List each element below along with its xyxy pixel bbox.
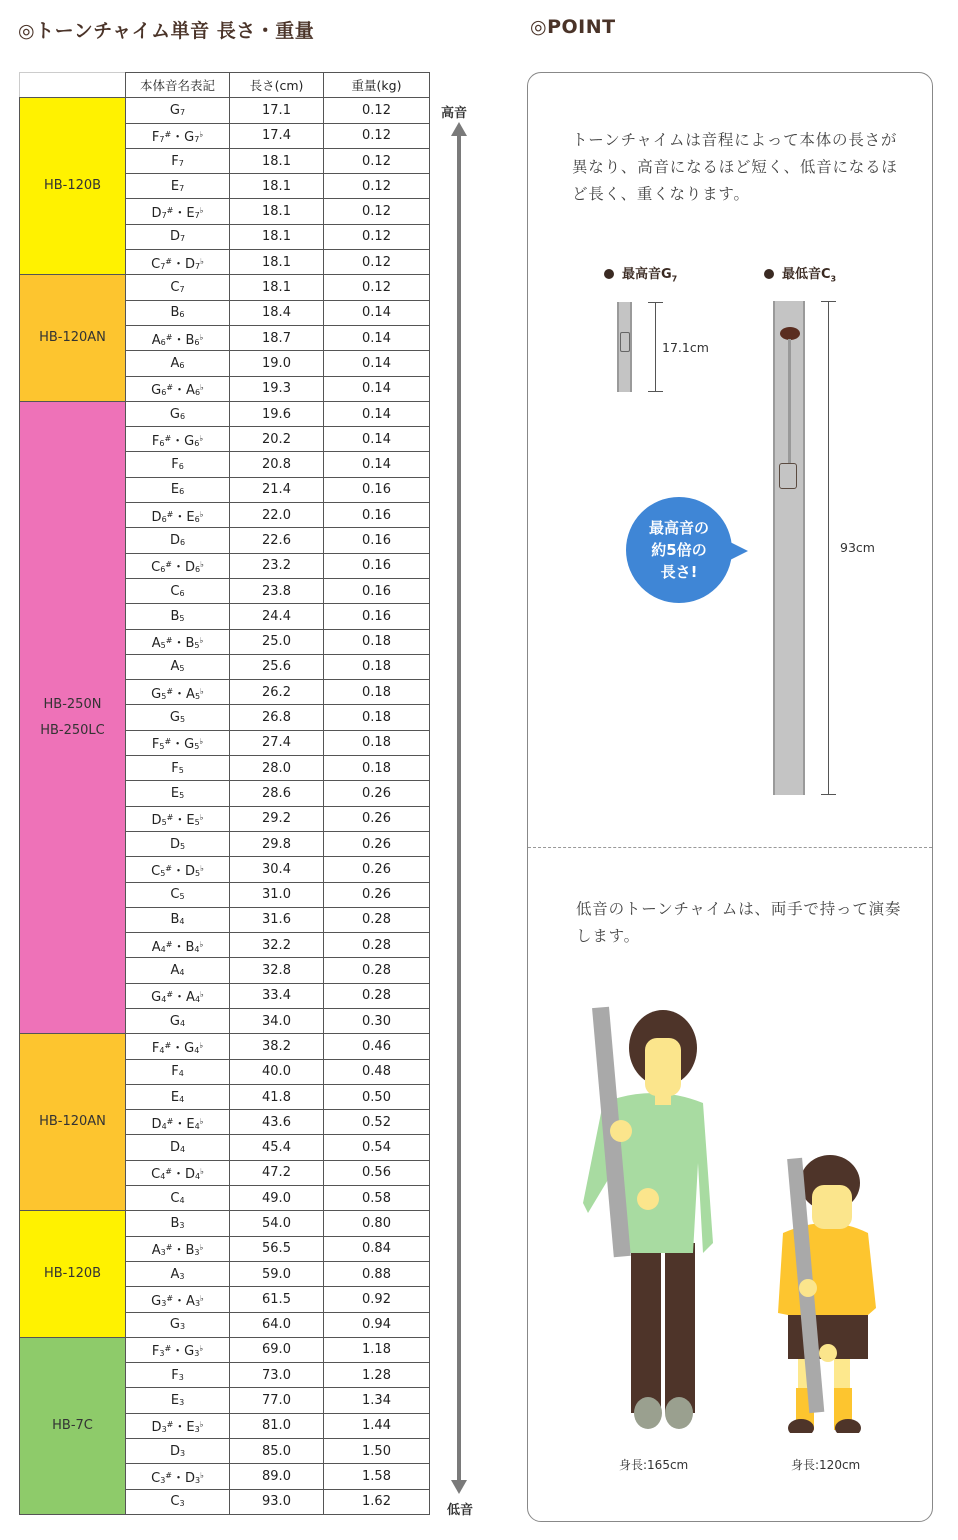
note-name-cell: $F_6^{\#}$・$G_6^♭$ [126, 427, 230, 452]
weight-cell: 0.18 [324, 654, 430, 679]
weight-cell: 0.14 [324, 376, 430, 401]
length-cell: 20.2 [230, 427, 324, 452]
length-cell: 22.6 [230, 528, 324, 553]
length-cell: 18.7 [230, 325, 324, 350]
adult-height-label: 身長:165cm [619, 1458, 689, 1472]
length-cell: 33.4 [230, 983, 324, 1008]
weight-cell: 0.26 [324, 882, 430, 907]
mallet-rod [788, 339, 791, 464]
length-cell: 61.5 [230, 1287, 324, 1312]
pitch-high-label: 高音 [441, 106, 468, 121]
note-name-cell: $F_6$ [126, 452, 230, 477]
length-cell: 28.6 [230, 781, 324, 806]
length-cell: 28.0 [230, 756, 324, 781]
weight-cell: 0.28 [324, 907, 430, 932]
lowest-chime-illustration [773, 301, 805, 795]
weight-cell: 0.14 [324, 351, 430, 376]
model-group-cell [20, 1337, 126, 1514]
weight-cell: 0.16 [324, 477, 430, 502]
note-name-cell: $C_7$ [126, 275, 230, 300]
pitch-low-label: 低音 [447, 1503, 474, 1518]
model-name: HB-120AN [39, 330, 106, 346]
note-name-cell: $E_4$ [126, 1084, 230, 1109]
weight-cell: 0.28 [324, 983, 430, 1008]
length-cell: 40.0 [230, 1059, 324, 1084]
note-name-cell: $C_3$ [126, 1489, 230, 1514]
pitch-arrow-shaft [457, 132, 461, 1482]
bullet-icon [604, 269, 614, 279]
length-cell: 29.8 [230, 831, 324, 856]
model-group-cell [20, 1211, 126, 1337]
length-cell: 20.8 [230, 452, 324, 477]
weight-cell: 0.52 [324, 1110, 430, 1135]
header-model [20, 73, 126, 98]
note-name-cell: $E_3$ [126, 1388, 230, 1413]
model-name: HB-120B [43, 178, 102, 194]
table-row [20, 401, 430, 426]
table-row [20, 1034, 430, 1059]
weight-cell: 0.84 [324, 1236, 430, 1261]
header-length: 長さ(cm) [230, 73, 324, 98]
model-name: HB-7C [52, 1417, 93, 1433]
weight-cell: 0.16 [324, 604, 430, 629]
length-weight-table [19, 72, 430, 1515]
table-row [20, 275, 430, 300]
speech-bubble-tail [724, 539, 748, 563]
weight-cell: 0.16 [324, 528, 430, 553]
length-cell: 93.0 [230, 1489, 324, 1514]
weight-cell: 0.14 [324, 325, 430, 350]
weight-cell: 1.28 [324, 1363, 430, 1388]
note-name-cell: $D_7^{\#}$・$E_7^♭$ [126, 199, 230, 224]
weight-cell: 1.50 [324, 1439, 430, 1464]
length-cell: 31.6 [230, 907, 324, 932]
note-name-cell: $A_4$ [126, 958, 230, 983]
note-name-cell: $F_5^{\#}$・$G_5^♭$ [126, 730, 230, 755]
weight-cell: 0.56 [324, 1160, 430, 1185]
table-row [20, 98, 430, 123]
length-cell: 81.0 [230, 1413, 324, 1438]
length-cell: 47.2 [230, 1160, 324, 1185]
length-cell: 69.0 [230, 1337, 324, 1362]
length-cell: 85.0 [230, 1439, 324, 1464]
weight-cell: 0.26 [324, 831, 430, 856]
note-name-cell: $G_6^{\#}$・$A_6^♭$ [126, 376, 230, 401]
note-name-cell: $A_5$ [126, 654, 230, 679]
weight-cell: 0.80 [324, 1211, 430, 1236]
chime-handle-icon [779, 463, 797, 489]
note-name-cell: $D_3^{\#}$・$E_3^♭$ [126, 1413, 230, 1438]
length-cell: 19.0 [230, 351, 324, 376]
point-panel [527, 72, 933, 1522]
note-name-cell: $E_6$ [126, 477, 230, 502]
note-name-cell: $E_7$ [126, 174, 230, 199]
weight-cell: 0.50 [324, 1084, 430, 1109]
speech-bubble: 最高音の 約5倍の 長さ! [626, 497, 732, 603]
note-name-cell: $A_6^{\#}$・$B_6^♭$ [126, 325, 230, 350]
length-cell: 18.1 [230, 148, 324, 173]
length-cell: 29.2 [230, 806, 324, 831]
chime-handle-icon [620, 332, 630, 352]
note-name-cell: $D_7$ [126, 224, 230, 249]
note-name-cell: $C_4$ [126, 1186, 230, 1211]
lowest-length-label: 93cm [840, 540, 875, 555]
note-name-cell: $D_6$ [126, 528, 230, 553]
note-name-cell: $A_3^{\#}$・$B_3^♭$ [126, 1236, 230, 1261]
weight-cell: 0.18 [324, 705, 430, 730]
weight-cell: 0.94 [324, 1312, 430, 1337]
table-row [20, 1211, 430, 1236]
weight-cell: 0.12 [324, 199, 430, 224]
note-name-cell: $G_4^{\#}$・$A_4^♭$ [126, 983, 230, 1008]
weight-cell: 1.62 [324, 1489, 430, 1514]
adult-holding-chime-illustration [573, 1003, 713, 1433]
length-cell: 49.0 [230, 1186, 324, 1211]
note-name-cell: $C_6$ [126, 578, 230, 603]
weight-cell: 0.26 [324, 857, 430, 882]
model-group-cell [20, 98, 126, 275]
highest-chime-illustration [617, 302, 632, 392]
weight-cell: 1.18 [324, 1337, 430, 1362]
weight-cell: 1.58 [324, 1464, 430, 1489]
note-name-cell: $F_3$ [126, 1363, 230, 1388]
dashed-divider [528, 847, 932, 848]
highest-length-label: 17.1cm [662, 340, 709, 355]
table-title: ◎トーンチャイム単音 長さ・重量 [18, 20, 315, 42]
note-name-cell: $D_4^{\#}$・$E_4^♭$ [126, 1110, 230, 1135]
weight-cell: 0.30 [324, 1008, 430, 1033]
note-name-cell: $G_5^{\#}$・$A_5^♭$ [126, 680, 230, 705]
model-name: HB-120B [43, 1266, 102, 1282]
length-cell: 27.4 [230, 730, 324, 755]
weight-cell: 0.18 [324, 680, 430, 705]
length-cell: 73.0 [230, 1363, 324, 1388]
weight-cell: 0.88 [324, 1261, 430, 1286]
length-cell: 34.0 [230, 1008, 324, 1033]
note-name-cell: $D_4$ [126, 1135, 230, 1160]
highest-note-label: 最高音$G_7$ [604, 263, 677, 284]
weight-cell: 0.92 [324, 1287, 430, 1312]
note-name-cell: $C_5$ [126, 882, 230, 907]
weight-cell: 0.12 [324, 224, 430, 249]
length-cell: 32.2 [230, 933, 324, 958]
length-cell: 18.1 [230, 174, 324, 199]
note-name-cell: $F_3^{\#}$・$G_3^♭$ [126, 1337, 230, 1362]
note-name-cell: $A_3$ [126, 1261, 230, 1286]
model-name: HB-250N [43, 696, 102, 712]
weight-cell: 0.26 [324, 806, 430, 831]
note-name-cell: $G_7$ [126, 98, 230, 123]
model-group-cell [20, 401, 126, 1033]
weight-cell: 0.12 [324, 148, 430, 173]
point-description: トーンチャイムは音程によって本体の長さが異なり、高音になるほど短く、低音になるほど長く、重くなります。 [572, 131, 898, 203]
length-cell: 56.5 [230, 1236, 324, 1261]
point-title: ◎POINT [530, 16, 616, 38]
weight-cell: 0.28 [324, 958, 430, 983]
bullet-icon [764, 269, 774, 279]
note-name-cell: $B_5$ [126, 604, 230, 629]
highest-dimension-line [655, 302, 656, 392]
length-cell: 54.0 [230, 1211, 324, 1236]
weight-cell: 0.18 [324, 756, 430, 781]
weight-cell: 0.28 [324, 933, 430, 958]
length-cell: 18.1 [230, 199, 324, 224]
weight-cell: 0.18 [324, 629, 430, 654]
weight-cell: 1.34 [324, 1388, 430, 1413]
length-cell: 77.0 [230, 1388, 324, 1413]
length-cell: 24.4 [230, 604, 324, 629]
note-name-cell: $C_5^{\#}$・$D_5^♭$ [126, 857, 230, 882]
weight-cell: 0.12 [324, 98, 430, 123]
note-name-cell: $G_3^{\#}$・$A_3^♭$ [126, 1287, 230, 1312]
note-name-cell: $C_3^{\#}$・$D_3^♭$ [126, 1464, 230, 1489]
length-cell: 26.8 [230, 705, 324, 730]
note-name-cell: $E_5$ [126, 781, 230, 806]
note-name-cell: $C_6^{\#}$・$D_6^♭$ [126, 553, 230, 578]
note-name-cell: $B_4$ [126, 907, 230, 932]
weight-cell: 0.14 [324, 401, 430, 426]
model-group-cell [20, 1034, 126, 1211]
length-cell: 19.3 [230, 376, 324, 401]
note-name-cell: $F_7$ [126, 148, 230, 173]
weight-cell: 0.12 [324, 123, 430, 148]
note-name-cell: $D_6^{\#}$・$E_6^♭$ [126, 503, 230, 528]
weight-cell: 0.58 [324, 1186, 430, 1211]
length-cell: 17.4 [230, 123, 324, 148]
weight-cell: 0.16 [324, 553, 430, 578]
child-height-label: 身長:120cm [791, 1458, 861, 1472]
note-name-cell: $F_4^{\#}$・$G_4^♭$ [126, 1034, 230, 1059]
weight-cell: 0.54 [324, 1135, 430, 1160]
length-cell: 31.0 [230, 882, 324, 907]
note-name-cell: $A_4^{\#}$・$B_4^♭$ [126, 933, 230, 958]
length-cell: 23.2 [230, 553, 324, 578]
model-name: HB-120AN [39, 1114, 106, 1130]
weight-cell: 0.16 [324, 503, 430, 528]
weight-cell: 0.14 [324, 452, 430, 477]
note-name-cell: $C_7^{\#}$・$D_7^♭$ [126, 250, 230, 275]
length-cell: 21.4 [230, 477, 324, 502]
header-weight: 重量(kg) [324, 73, 430, 98]
playing-description: 低音のトーンチャイムは、両手で持って演奏します。 [576, 900, 902, 945]
length-cell: 41.8 [230, 1084, 324, 1109]
length-cell: 18.1 [230, 224, 324, 249]
weight-cell: 0.46 [324, 1034, 430, 1059]
note-name-cell: $G_6$ [126, 401, 230, 426]
length-cell: 32.8 [230, 958, 324, 983]
length-cell: 30.4 [230, 857, 324, 882]
model-group-cell [20, 275, 126, 401]
weight-cell: 0.48 [324, 1059, 430, 1084]
note-name-cell: $F_4$ [126, 1059, 230, 1084]
weight-cell: 0.12 [324, 174, 430, 199]
note-name-cell: $G_3$ [126, 1312, 230, 1337]
note-name-cell: $D_3$ [126, 1439, 230, 1464]
length-cell: 23.8 [230, 578, 324, 603]
arrow-down-icon [451, 1480, 467, 1494]
weight-cell: 0.18 [324, 730, 430, 755]
note-name-cell: $D_5^{\#}$・$E_5^♭$ [126, 806, 230, 831]
note-name-cell: $G_5$ [126, 705, 230, 730]
header-note-name: 本体音名表記 [126, 73, 230, 98]
length-cell: 18.1 [230, 275, 324, 300]
length-cell: 18.4 [230, 300, 324, 325]
length-cell: 45.4 [230, 1135, 324, 1160]
model-name: HB-250LC [40, 722, 105, 738]
table-row [20, 1337, 430, 1362]
table-header-row [20, 73, 430, 98]
child-holding-chime-illustration [768, 1083, 888, 1433]
note-name-cell: $D_5$ [126, 831, 230, 856]
weight-cell: 0.14 [324, 300, 430, 325]
length-cell: 59.0 [230, 1261, 324, 1286]
lowest-dimension-line [828, 301, 829, 795]
note-name-cell: $B_6$ [126, 300, 230, 325]
note-name-cell: $B_3$ [126, 1211, 230, 1236]
length-cell: 38.2 [230, 1034, 324, 1059]
weight-cell: 0.12 [324, 275, 430, 300]
weight-cell: 0.26 [324, 781, 430, 806]
note-name-cell: $C_4^{\#}$・$D_4^♭$ [126, 1160, 230, 1185]
length-cell: 17.1 [230, 98, 324, 123]
weight-cell: 0.12 [324, 250, 430, 275]
note-name-cell: $A_6$ [126, 351, 230, 376]
note-name-cell: $F_7^{\#}$・$G_7^♭$ [126, 123, 230, 148]
length-cell: 19.6 [230, 401, 324, 426]
note-name-cell: $A_5^{\#}$・$B_5^♭$ [126, 629, 230, 654]
length-cell: 25.0 [230, 629, 324, 654]
length-cell: 43.6 [230, 1110, 324, 1135]
note-name-cell: $F_5$ [126, 756, 230, 781]
length-cell: 26.2 [230, 680, 324, 705]
length-cell: 89.0 [230, 1464, 324, 1489]
length-cell: 64.0 [230, 1312, 324, 1337]
weight-cell: 0.14 [324, 427, 430, 452]
length-cell: 18.1 [230, 250, 324, 275]
length-cell: 25.6 [230, 654, 324, 679]
weight-cell: 0.16 [324, 578, 430, 603]
weight-cell: 1.44 [324, 1413, 430, 1438]
lowest-note-label: 最低音$C_3$ [764, 263, 836, 284]
note-name-cell: $G_4$ [126, 1008, 230, 1033]
length-cell: 22.0 [230, 503, 324, 528]
